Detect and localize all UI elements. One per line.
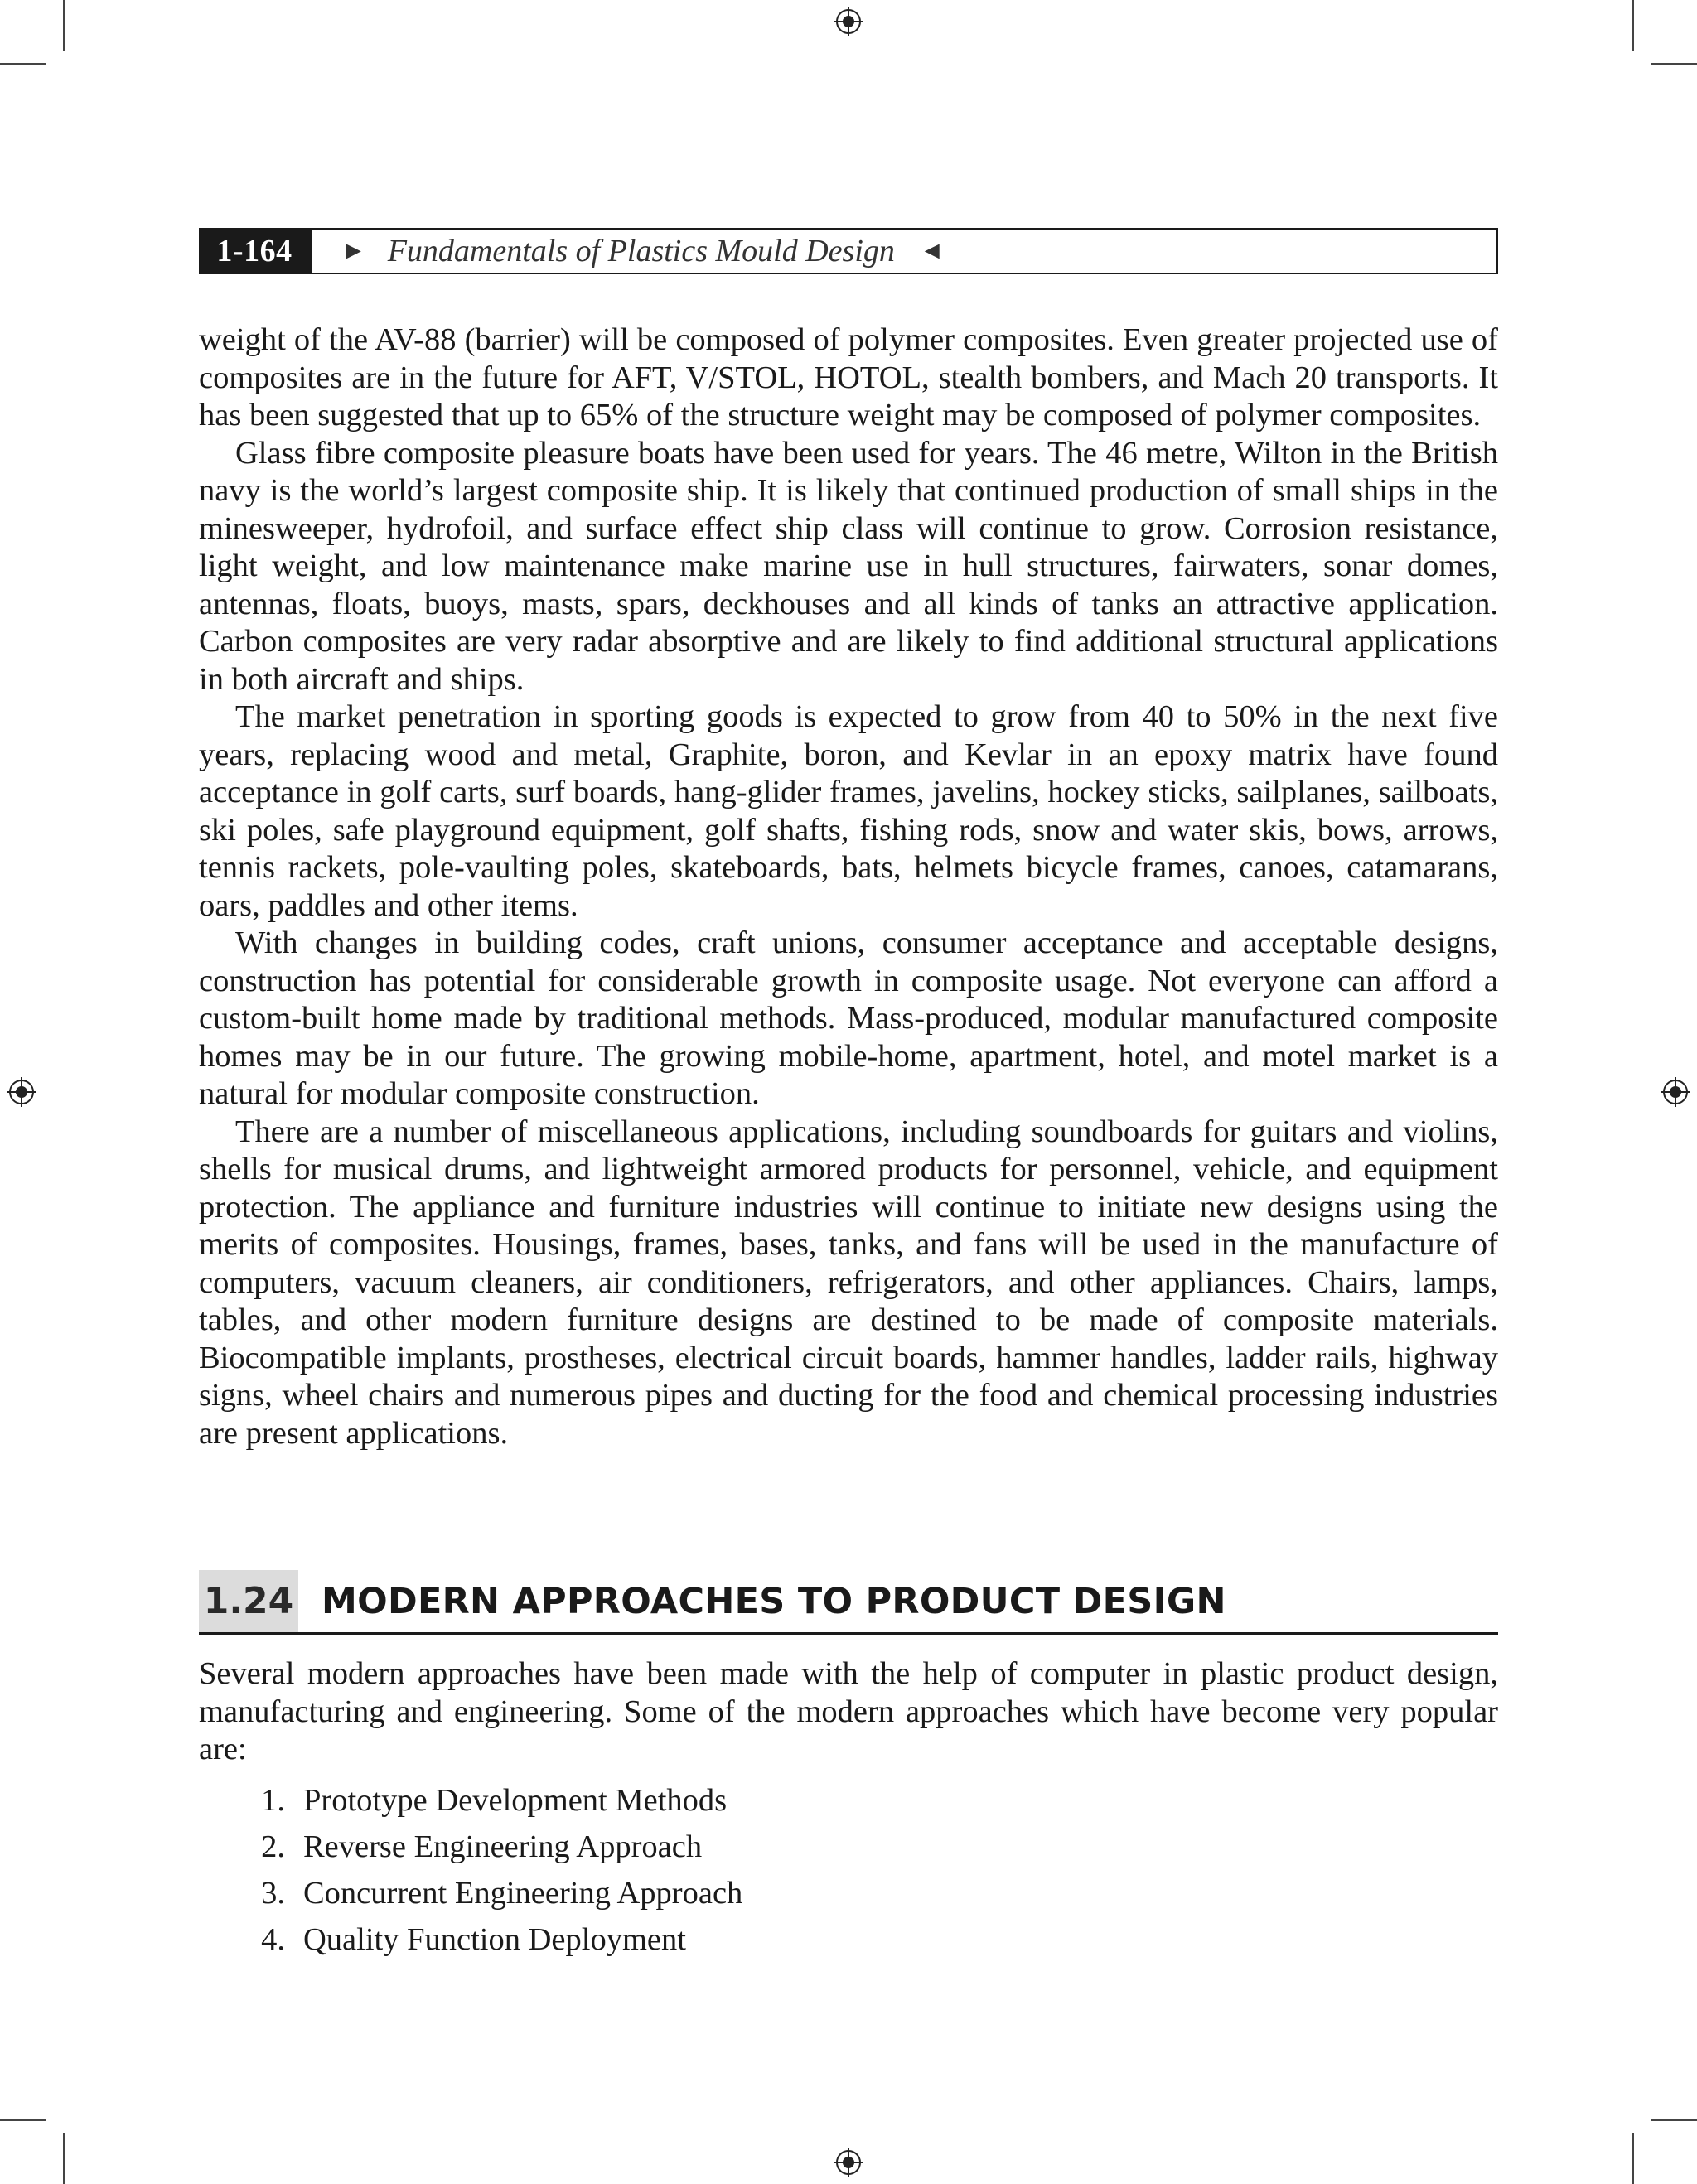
registration-mark-icon [834, 2148, 863, 2177]
registration-mark-icon [1661, 1077, 1690, 1107]
section-heading [199, 1570, 1498, 1635]
crop-mark-bottom-left-h [0, 2119, 46, 2121]
section-number: 1.24 [199, 1570, 298, 1632]
registration-mark-icon [7, 1077, 36, 1107]
approaches-list [199, 1777, 1498, 1963]
registration-mark-icon [834, 7, 863, 36]
list-item-text: Concurrent Engineering Approach [303, 1875, 743, 1911]
section-intro: Several modern approaches have been made with the help of computer in plastic product design, manufacturing and engineering. Some of the modern approaches which have become very popular are: [199, 1656, 1498, 1766]
list-item-number: 4. [261, 1921, 285, 1957]
section-title: MODERN APPROACHES TO PRODUCT DESIGN [322, 1580, 1226, 1622]
left-pointer-icon: ◄ [919, 237, 945, 264]
list-item-number: 2. [261, 1829, 285, 1864]
paragraph: weight of the AV-88 (barrier) will be composed of polymer composites. Even greater projected use of composites are in the future for AFT, V/STOL, HOTOL, stealth bombers, and Mach 20 transports. It has been suggested that up to 65% of the structure weight may be composed of polymer composites. [199, 322, 1498, 432]
crop-mark-top-left-h [0, 63, 46, 65]
crop-mark-top-right-h [1651, 63, 1697, 65]
list-item-number: 1. [261, 1782, 285, 1818]
list-item-text: Prototype Development Methods [303, 1782, 728, 1818]
list-item-text: Reverse Engineering Approach [303, 1829, 703, 1864]
crop-mark-bottom-right-v [1632, 2133, 1634, 2184]
crop-mark-bottom-right-h [1651, 2119, 1697, 2121]
list-item [199, 1824, 1498, 1870]
running-header [199, 228, 1498, 274]
list-item-text: Quality Function Deployment [303, 1921, 686, 1957]
page-number: 1-164 [199, 228, 310, 274]
list-item [199, 1916, 1498, 1963]
paragraph: There are a number of miscellaneous applications, including soundboards for guitars and violins, shells for musical drums, and lightweight armored products for personnel, vehicle, and equipment protection. The appliance and furniture industries will continue to initiate new designs using the merits of composites. Housings, frames, bases, tanks, and fans will be used in the manufacture of computers, vacuum cleaners, air conditioners, refrigerators, and other appliances. Chairs, lamps, tables, and other modern furniture designs are destined to be made of composite materials. Biocompatible implants, prostheses, electrical circuit boards, hammer handles, ladder rails, highway signs, wheel chairs and numerous pipes and ducting for the food and chemical processing industries are present applications. [199, 1114, 1498, 1451]
list-item [199, 1777, 1498, 1824]
book-title: Fundamentals of Plastics Mould Design [387, 234, 895, 268]
crop-mark-top-right-v [1632, 0, 1634, 51]
list-item-number: 3. [261, 1875, 285, 1911]
header-title-box [310, 228, 1498, 274]
right-pointer-icon: ► [341, 237, 366, 264]
paragraph: With changes in building codes, craft unions, consumer acceptance and acceptable designs, construction has potential for considerable growth in composite usage. Not everyone can afford a custom-built home made by traditional methods. Mass-produced, modular manufactured composite homes may be in our future. The growing mobile-home, apartment, hotel, and motel market is a natural for modular composite construction. [199, 925, 1498, 1111]
crop-mark-top-left-v [63, 0, 65, 51]
body-text [199, 321, 1498, 1452]
paragraph: Glass fibre composite pleasure boats have been used for years. The 46 metre, Wilton in the British navy is the world’s largest composite ship. It is likely that continued production of small ships in the minesweeper, hydrofoil, and surface effect ship class will continue to grow. Corrosion resistance, light weight, and low maintenance make marine use in hull structures, fairwaters, sonar domes, antennas, floats, buoys, masts, spars, deckhouses and all kinds of tanks an attractive application. Carbon composites are very radar absorptive and are likely to find additional structural applications in both aircraft and ships. [199, 435, 1498, 697]
paragraph: The market penetration in sporting goods is expected to grow from 40 to 50% in the next five years, replacing wood and metal, Graphite, boron, and Kevlar in an epoxy matrix have found acceptance in golf carts, surf boards, hang-glider frames, javelins, hockey sticks, sailplanes, sailboats, ski poles, safe playground equipment, golf shafts, fishing rods, snow and water skis, bows, arrows, tennis rackets, pole-vaulting poles, skateboards, bats, helmets bicycle frames, canoes, catamarans, oars, paddles and other items. [199, 699, 1498, 923]
section-body [199, 1655, 1498, 1963]
crop-mark-bottom-left-v [63, 2133, 65, 2184]
list-item [199, 1870, 1498, 1916]
